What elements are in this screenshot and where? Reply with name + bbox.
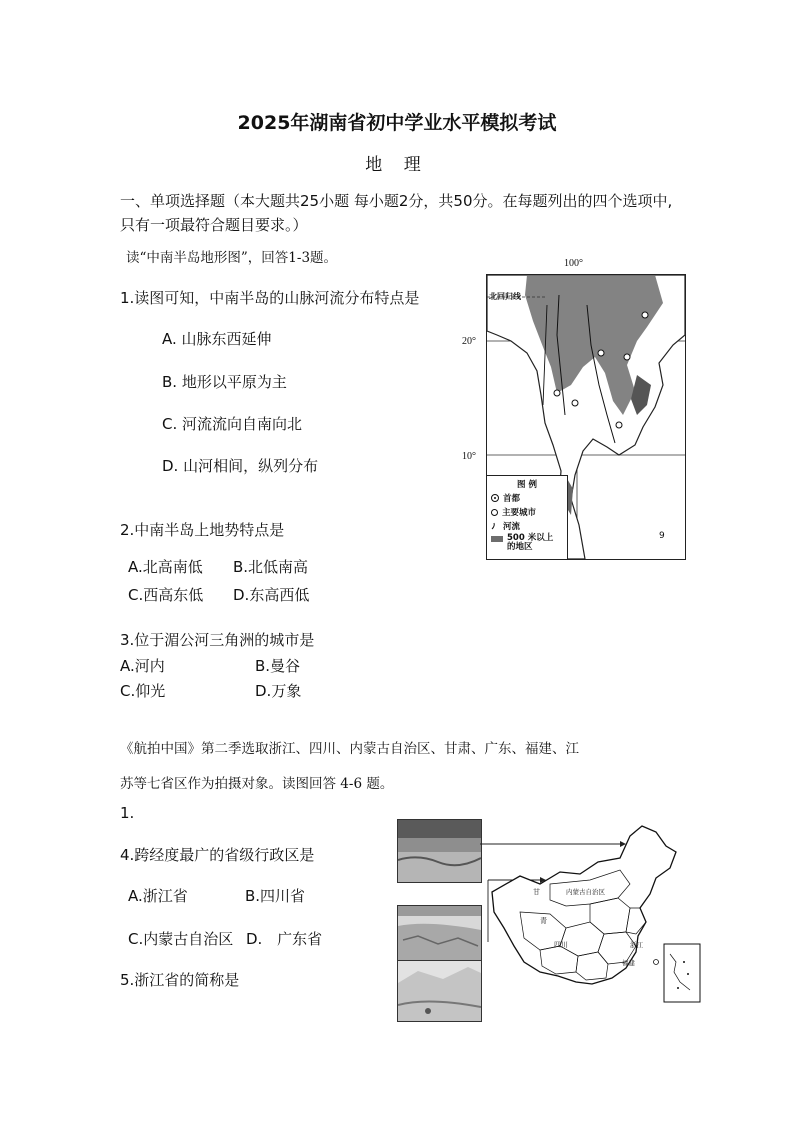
stray-number: 1. <box>120 804 135 822</box>
q3-option-a[interactable]: A.河内 <box>120 657 165 675</box>
aerial-photo-3-image <box>398 961 481 1021</box>
section-heading-line2: 只有一项最符合题目要求。） <box>120 216 308 234</box>
q1-option-b[interactable]: B. 地形以平原为主 <box>162 373 287 391</box>
q3-option-d[interactable]: D.万象 <box>255 682 302 700</box>
latitude-20-label: 20° <box>462 336 476 347</box>
legend-river: 河流 <box>503 522 521 532</box>
q1-option-a[interactable]: A. 山脉东西延伸 <box>162 330 272 348</box>
legend-city: 主要城市 <box>502 508 537 518</box>
intro-map1: 读“中南半岛地形图”，回答1-3题。 <box>126 250 338 266</box>
intro-map2-line2: 苏等七省区作为拍摄对象。读图回答 4-6 题。 <box>120 776 394 792</box>
subject-title: 地 理 <box>365 155 429 175</box>
capital-icon <box>491 494 499 502</box>
legend-title: 图 例 <box>517 480 537 490</box>
q4-option-d-text: 广东省 <box>277 930 323 948</box>
indochina-map <box>486 274 686 560</box>
china-map-drawing <box>480 822 706 1018</box>
city-icon <box>491 509 498 516</box>
q4-option-c-label: C.内蒙古自治区 <box>128 930 234 948</box>
latitude-10-label: 10° <box>462 451 476 462</box>
elevation-swatch-icon <box>491 536 503 542</box>
label-sichuan: 四川 <box>554 941 568 949</box>
aerial-photo-3 <box>397 960 482 1022</box>
label-zhejiang: 浙江 <box>630 941 643 949</box>
q3-option-b[interactable]: B.曼谷 <box>255 657 301 675</box>
river-icon <box>491 522 499 530</box>
label-qinghai: 青 <box>540 917 547 925</box>
china-map <box>480 822 706 1018</box>
legend-elevation-line1: 500 米以上 <box>507 533 554 543</box>
section-heading-line1: 一、单项选择题（本大题共25小题 每小题2分，共50分。在每题列出的四个选项中, <box>120 192 673 210</box>
q1-option-d[interactable]: D. 山河相间，纵列分布 <box>162 457 319 475</box>
label-inner-mongolia: 内蒙古自治区 <box>566 888 605 896</box>
aerial-photo-2 <box>397 905 482 965</box>
tropic-label: 北回归线 <box>489 292 521 301</box>
q4-option-d-label: D. <box>246 930 263 948</box>
aerial-photo-2-image <box>398 906 481 964</box>
q4-option-a[interactable]: A.浙江省 <box>128 887 188 905</box>
q3-option-c[interactable]: C.仰光 <box>120 682 166 700</box>
map-number-9: 9 <box>659 531 665 541</box>
q1-option-c[interactable]: C. 河流流向自南向北 <box>162 415 303 433</box>
q2-option-b[interactable]: B.北低南高 <box>233 558 309 576</box>
longitude-100-label: 100° <box>564 258 583 269</box>
aerial-photo-1 <box>397 819 482 883</box>
legend-elevation-line2: 的地区 <box>507 542 533 552</box>
q5-stem: 5.浙江省的简称是 <box>120 971 240 989</box>
q4-option-d[interactable] <box>246 928 322 949</box>
aerial-photo-1-image <box>398 820 481 882</box>
q2-option-a[interactable]: A.北高南低 <box>128 558 203 576</box>
q2-option-d[interactable]: D.东高西低 <box>233 586 310 604</box>
exam-title: 2025年湖南省初中学业水平模拟考试 <box>237 112 557 134</box>
label-gansu: 甘 <box>533 888 540 896</box>
q4-option-c[interactable] <box>128 928 233 949</box>
q3-stem: 3.位于湄公河三角洲的城市是 <box>120 631 315 649</box>
q4-stem: 4.跨经度最广的省级行政区是 <box>120 846 315 864</box>
q2-stem: 2.中南半岛上地势特点是 <box>120 521 285 539</box>
label-fujian: 福建 <box>622 959 635 967</box>
legend-capital: 首都 <box>503 494 521 504</box>
q1-stem: 1.读图可知，中南半岛的山脉河流分布特点是 <box>120 289 420 307</box>
indochina-map-figure <box>458 258 688 563</box>
map-legend <box>487 475 568 560</box>
intro-map2-line1: 《航拍中国》第二季选取浙江、四川、内蒙古自治区、甘肃、广东、福建、江 <box>120 741 579 757</box>
q4-option-b[interactable]: B.四川省 <box>245 887 306 905</box>
q2-option-c[interactable]: C.西高东低 <box>128 586 204 604</box>
